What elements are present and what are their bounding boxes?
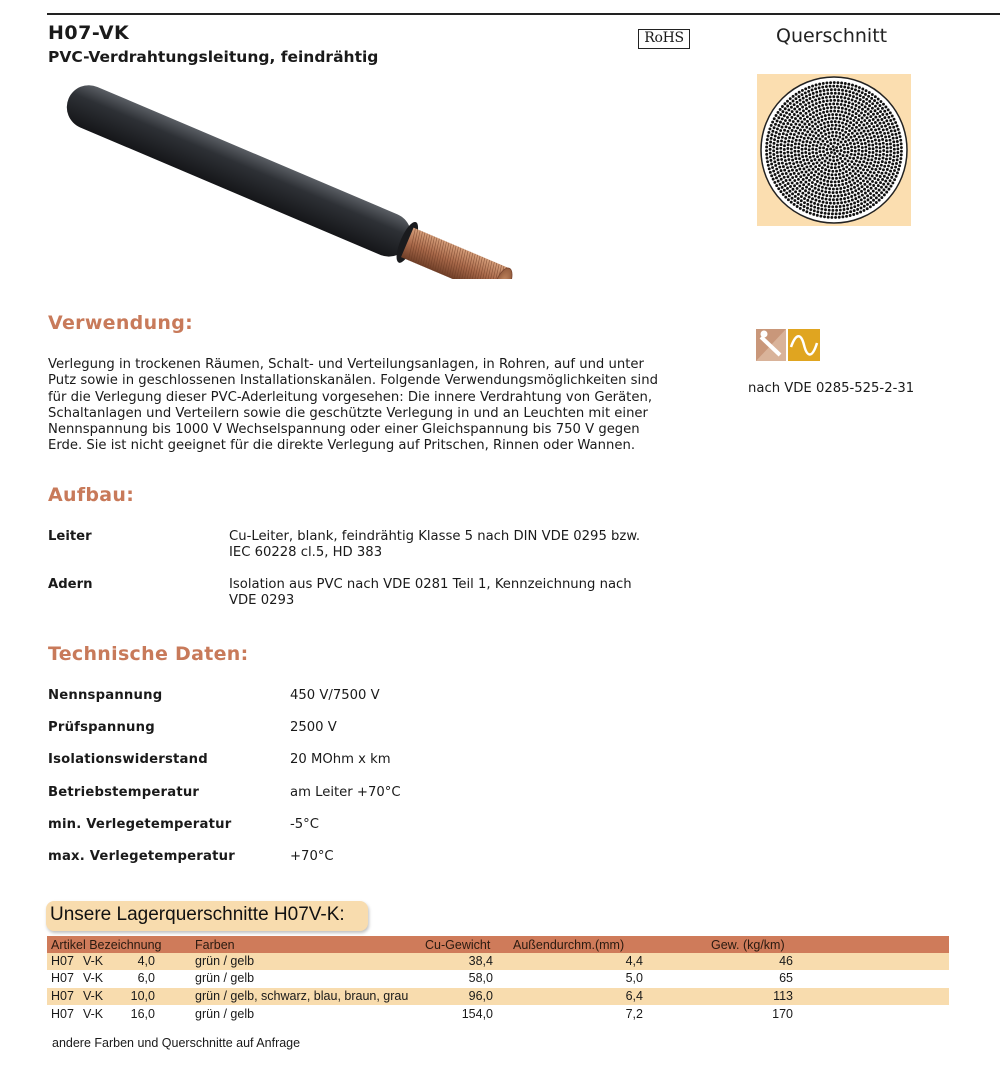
- spec-value: 450 V/7500 V: [290, 688, 380, 703]
- cable-jacket: [60, 84, 418, 263]
- aufbau-label: Leiter: [48, 529, 92, 544]
- table-row: [47, 988, 949, 1005]
- section-heading-verwendung: Verwendung:: [48, 312, 194, 334]
- cross-section-title: Querschnitt: [776, 25, 888, 47]
- product-title: H07-VK: [48, 22, 130, 44]
- column-header: Farben: [195, 938, 235, 952]
- cell-size: 10,0: [130, 989, 155, 1003]
- aufbau-value-line: Isolation aus PVC nach VDE 0281 Teil 1, Kennzeichnung nach: [229, 577, 632, 592]
- aufbau-value: [229, 529, 679, 562]
- cell-code: V-K: [83, 954, 104, 968]
- column-header: Cu-Gewicht: [425, 938, 491, 952]
- spec-label: Isolationswiderstand: [48, 752, 208, 767]
- column-header: Gew. (kg/km): [711, 938, 785, 952]
- verwendung-line: Erde. Sie ist nicht geeignet für die direkte Verlegung auf Pritschen, Rinnen oder Wannen.: [48, 438, 636, 454]
- aufbau-value-line: IEC 60228 cl.5, HD 383: [229, 545, 383, 561]
- lager-title: Unsere Lagerquerschnitte H07V-K:: [50, 904, 345, 925]
- spec-value: 2500 V: [290, 720, 337, 735]
- aufbau-value: [229, 577, 679, 610]
- spec-label: max. Verlegetemperatur: [48, 849, 235, 864]
- cell-durchm: 7,2: [625, 1007, 643, 1021]
- cell-type: H07: [51, 989, 74, 1003]
- cell-size: 6,0: [137, 971, 155, 985]
- table-row: [47, 970, 949, 987]
- vde-norm: nach VDE 0285-525-2-31: [748, 381, 915, 396]
- cell-gew: 113: [773, 989, 793, 1003]
- cell-durchm: 4,4: [625, 954, 643, 968]
- cell-gew: 170: [772, 1007, 793, 1021]
- cross-section-icon: [756, 329, 786, 361]
- cell-type: H07: [51, 1007, 74, 1021]
- aufbau-label: Adern: [48, 577, 93, 592]
- verwendung-line: Schaltanlagen und Verteilern sowie die geschützte Verlegung in und an Leuchten mit einer: [48, 405, 648, 421]
- cell-size: 4,0: [137, 954, 155, 968]
- spec-value: 20 MOhm x km: [290, 752, 391, 767]
- cell-durchm: 6,4: [625, 989, 643, 1003]
- spec-value: am Leiter +70°C: [290, 785, 401, 800]
- cell-farben: grün / gelb: [195, 971, 255, 985]
- cell-code: V-K: [83, 989, 104, 1003]
- cell-farben: grün / gelb: [195, 954, 255, 968]
- copper-strands: [401, 228, 509, 279]
- cell-gew: 65: [779, 971, 793, 985]
- cross-section-image: [757, 74, 911, 226]
- cell-cu: 38,4: [468, 954, 493, 968]
- top-rule: [47, 13, 1000, 15]
- cell-durchm: 5,0: [625, 971, 643, 985]
- verwendung-text: [48, 357, 688, 455]
- cell-size: 16,0: [130, 1007, 155, 1021]
- table-row: [47, 953, 949, 970]
- footnote: andere Farben und Querschnitte auf Anfrage: [52, 1036, 301, 1050]
- aufbau-value-line: Cu-Leiter, blank, feindrähtig Klasse 5 nach DIN VDE 0295 bzw.: [229, 529, 641, 544]
- verwendung-line: Verlegung in trockenen Räumen, Schalt- und Verteilungsanlagen, in Rohren, auf und unter: [48, 357, 644, 372]
- spec-label: Prüfspannung: [48, 720, 155, 735]
- approval-icons: [756, 329, 820, 361]
- cell-type: H07: [51, 954, 74, 968]
- spec-value: -5°C: [290, 817, 319, 832]
- verwendung-line: Putz sowie in geschlossenen Installationskanälen. Folgende Verwendungsmöglichkeiten sind: [48, 373, 658, 389]
- cable-image: [50, 84, 526, 279]
- spec-label: min. Verlegetemperatur: [48, 817, 232, 832]
- cell-code: V-K: [83, 971, 104, 985]
- ac-wave-icon: [788, 329, 820, 361]
- cell-cu: 96,0: [468, 989, 493, 1003]
- spec-value: +70°C: [290, 849, 334, 864]
- verwendung-line: Nennspannung bis 1000 V Wechselspannung oder einer Gleichspannung bis 750 V gegen: [48, 422, 640, 438]
- table-header: [47, 936, 949, 953]
- spec-label: Nennspannung: [48, 688, 163, 703]
- cell-farben: grün / gelb: [195, 1007, 255, 1021]
- column-header: Außendurchm.(mm): [513, 938, 625, 952]
- column-header: Artikel Bezeichnung: [51, 938, 162, 952]
- cell-farben: grün / gelb, schwarz, blau, braun, grau: [195, 989, 409, 1003]
- cell-gew: 46: [779, 954, 793, 968]
- table-row: [47, 1006, 949, 1023]
- product-subtitle: PVC-Verdrahtungsleitung, feindrähtig: [48, 48, 379, 66]
- verwendung-line: für die Verlegung dieser PVC-Aderleitung vorgesehen: Die innere Verdrahtung von Geräten,: [48, 389, 653, 405]
- section-heading-aufbau: Aufbau:: [48, 484, 135, 506]
- cell-code: V-K: [83, 1007, 104, 1021]
- spec-label: Betriebstemperatur: [48, 785, 200, 800]
- aufbau-value-line: VDE 0293: [229, 593, 295, 609]
- cell-cu: 154,0: [461, 1007, 493, 1021]
- cell-cu: 58,0: [468, 971, 493, 985]
- cell-type: H07: [51, 971, 74, 985]
- rohs-badge: RoHS: [638, 29, 690, 49]
- section-heading-technische-daten: Technische Daten:: [48, 643, 249, 665]
